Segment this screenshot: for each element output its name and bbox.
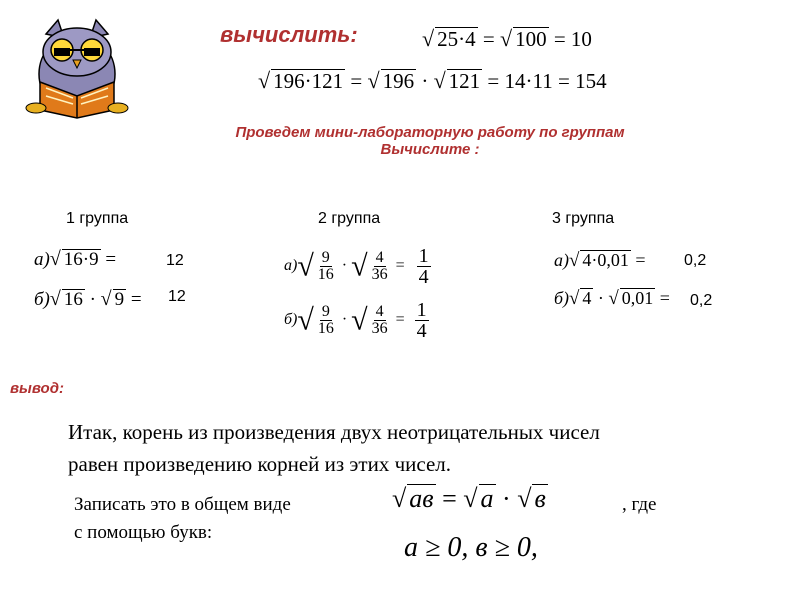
heading: вычислить: [220,22,358,47]
radicand: 196 [382,69,415,93]
lab-title-line-1: Проведем мини-лабораторную работу по группам [235,124,625,141]
result: 10 [570,27,592,51]
group-1-answer-b: 12 [168,288,186,305]
task-label: б) [554,288,570,308]
task-label: а) [554,250,569,270]
lab-title [160,124,700,158]
group-3-title: 3 группа [552,210,615,227]
example-line-1: √ 25·4 = √ 100 = 10 [422,26,592,51]
numerator: 9 [321,249,330,266]
lab-title-line-2: Вычислите : [380,141,480,158]
radicand: 121 [448,69,481,93]
task-label: б) [284,311,298,329]
denominator: 16 [317,320,334,337]
group-3-answer-b: 0,2 [690,292,713,309]
group-3-task-b: б)√ 4 · √ 0,01 = [554,288,670,309]
group-1-task-a: а)√ 16·9 = [34,248,117,270]
conclusion-label: вывод: [10,380,64,397]
radicand: 9 [114,289,125,310]
answer-denominator: 4 [416,320,427,342]
denominator: 36 [371,320,388,337]
group-2-task-a: а)√ $\frac{9}{16}$ · √ $\frac{4}{36}$ = $\frac{1}{4}$ [284,245,429,288]
task-label: а) [34,249,50,270]
radicand: 16·9 [63,249,99,270]
write-line-2: с помощью букв: [74,522,213,543]
group-1-task-b: б)√ 16 · √ 9 = [34,288,142,310]
formula-lhs: ав [409,484,434,513]
answer-denominator: 4 [418,266,429,288]
radicand: 196·121 [273,69,344,93]
radicand: 4·0,01 [582,250,629,270]
general-formula: √ ав = √ а · √ в [392,484,546,513]
radicand: 25·4 [437,27,476,51]
group-1-title: 1 группа [66,210,129,227]
numerator: 4 [375,249,384,266]
group-2-task-b: б)√ $\frac{9}{16}$ · √ $\frac{4}{36}$ = $\frac{1}{4}$ [284,299,427,342]
formula-radicand-a: а [480,484,494,513]
owl-reading-book-illustration [18,12,136,120]
radicand: 100 [515,27,547,51]
numerator: 4 [375,303,384,320]
radicand: 0,01 [621,288,654,308]
condition: а ≥ 0, в ≥ 0, [404,532,538,563]
conclusion-line-1: Итак, корень из произведения двух неотрицательных чисел [68,420,600,444]
formula-tail: , где [622,494,657,515]
formula-radicand-b: в [534,484,546,513]
task-label: б) [34,289,50,310]
group-2-title: 2 группа [318,210,381,227]
group-3-answer-a: 0,2 [684,252,707,269]
group-3-task-a: а)√ 4·0,01 = [554,250,646,271]
denominator: 16 [317,266,334,283]
denominator: 36 [371,266,388,283]
answer-numerator: 1 [416,299,427,321]
write-line-1: Записать это в общем виде [74,494,291,515]
answer-numerator: 1 [418,245,429,267]
task-label: а) [284,257,298,275]
example-line-2: √ 196·121 = √ 196 · √ 121 = 14·11 = 154 [258,68,607,93]
numerator: 9 [321,303,330,320]
radicand: 16 [63,289,83,310]
radicand: 4 [582,288,592,308]
group-1-answer-a: 12 [166,252,184,269]
conclusion-line-2: равен произведению корней из этих чисел. [68,452,452,476]
result: 14·11 = 154 [504,69,607,93]
